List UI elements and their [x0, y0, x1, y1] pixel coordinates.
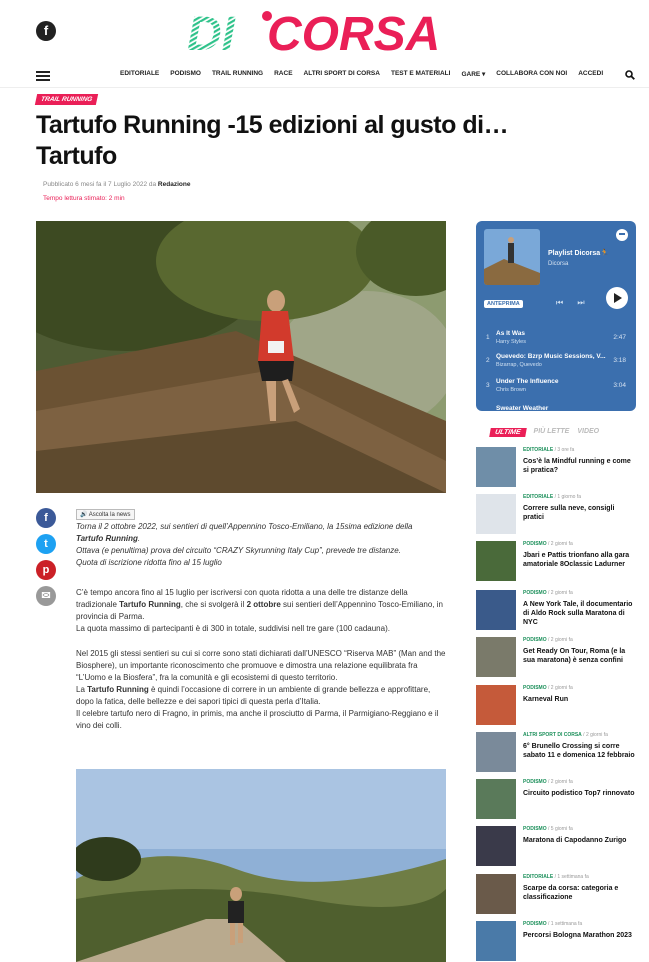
news-item[interactable]: [476, 732, 636, 772]
news-title[interactable]: Scarpe da corsa: categoria e classificazione: [523, 885, 619, 901]
news-category: EDITORIALE / 1 settimana fa: [523, 874, 589, 880]
news-thumbnail[interactable]: [476, 685, 516, 725]
nav-item[interactable]: ACCEDI: [578, 70, 604, 77]
news-item[interactable]: [476, 494, 636, 534]
news-item[interactable]: [476, 826, 636, 866]
track-number: 2: [486, 357, 490, 364]
news-thumbnail[interactable]: [476, 637, 516, 677]
news-thumbnail[interactable]: [476, 541, 516, 581]
preview-badge: ANTEPRIMA: [484, 300, 523, 308]
nav-item[interactable]: COLLABORA CON NOI: [496, 70, 568, 77]
track-duration: 2:47: [613, 334, 626, 341]
site-header: [0, 0, 649, 62]
playlist-title[interactable]: Playlist Dicorsa🏃: [548, 250, 609, 257]
playlist-track[interactable]: [484, 328, 628, 350]
playlist-owner[interactable]: Dicorsa: [548, 261, 569, 267]
news-title[interactable]: Circuito podistico Top7 rinnovato: [523, 790, 635, 797]
facebook-icon[interactable]: f: [36, 21, 56, 41]
track-duration: 3:04: [613, 382, 626, 389]
article-title: Tartufo Running -15 edizioni al gusto di… Tartufo: [36, 111, 509, 170]
track-name: Quevedo: Bzrp Music Sessions, V...: [496, 353, 606, 360]
nav-item[interactable]: ALTRI SPORT DI CORSA: [303, 70, 380, 77]
news-item[interactable]: [476, 447, 636, 487]
playlist-track[interactable]: [484, 376, 628, 398]
news-category: PODISMO / 5 giorni fa: [523, 826, 573, 832]
news-title[interactable]: Maratona di Capodanno Zurigo: [523, 837, 627, 844]
news-thumbnail[interactable]: [476, 732, 516, 772]
nav-item[interactable]: GARE ▾: [461, 71, 486, 78]
nav-item[interactable]: EDITORIALE: [120, 70, 160, 77]
intro-text: Torna il 2 ottobre 2022, sui sentieri di quell’Appennino Tosco-Emiliano, la 15sima edizione della: [76, 522, 413, 531]
spotify-playlist-widget[interactable]: [476, 221, 636, 411]
article-meta: [43, 181, 190, 188]
news-item[interactable]: [476, 921, 636, 961]
track-name: Under The Influence: [496, 378, 559, 385]
track-number: 1: [486, 334, 490, 341]
news-title[interactable]: Correre sulla neve, consigli pratici: [523, 505, 615, 521]
track-artist[interactable]: Harry Styles: [496, 339, 526, 345]
news-item[interactable]: [476, 874, 636, 914]
logo-di: DI: [187, 8, 235, 58]
nav-item[interactable]: TEST E MATERIALI: [390, 70, 451, 77]
tab-piu-lette[interactable]: PIÙ LETTE: [533, 428, 570, 435]
news-title[interactable]: A New York Tale, il documentario di Aldo Rock sulla Maratona di NYC: [523, 601, 633, 626]
news-thumbnail[interactable]: [476, 874, 516, 914]
track-duration: 3:18: [613, 357, 626, 364]
listen-news-button[interactable]: 🔊 Ascolta la news: [76, 509, 135, 520]
news-title[interactable]: Percorsi Bologna Marathon 2023: [523, 932, 632, 939]
nav-menu: [120, 70, 614, 78]
news-title[interactable]: Cos’è la Mindful running e come si pratica?: [523, 458, 631, 474]
spotify-icon[interactable]: [616, 229, 628, 241]
twitter-share-icon[interactable]: t: [36, 534, 56, 554]
pinterest-share-icon[interactable]: p: [36, 560, 56, 580]
news-thumbnail[interactable]: [476, 590, 516, 630]
news-category: PODISMO / 2 giorni fa: [523, 541, 573, 547]
news-thumbnail[interactable]: [476, 779, 516, 819]
news-category: PODISMO / 2 giorni fa: [523, 685, 573, 691]
playlist-cover: [484, 229, 540, 285]
track-more[interactable]: Sweater Weather: [496, 405, 549, 411]
intro-text-3: Quota di iscrizione ridotta fino al 15 luglio: [76, 558, 222, 567]
news-item[interactable]: [476, 637, 636, 677]
news-thumbnail[interactable]: [476, 447, 516, 487]
news-item[interactable]: [476, 779, 636, 819]
email-share-icon[interactable]: ✉: [36, 586, 56, 606]
news-item[interactable]: [476, 685, 636, 725]
skip-controls[interactable]: ⏮ ⏭: [556, 298, 591, 307]
author-link[interactable]: Redazione: [157, 181, 191, 188]
news-title[interactable]: Get Ready On Tour, Roma (e la sua maratona) è senza confini: [523, 648, 626, 664]
nav-item[interactable]: RACE: [274, 70, 293, 77]
main-nav: [0, 62, 649, 88]
track-artist[interactable]: Chris Brown: [496, 387, 526, 393]
news-category: EDITORIALE / 3 ore fa: [523, 447, 575, 453]
news-category: PODISMO / 2 giorni fa: [523, 590, 573, 596]
logo-corsa: CORSA: [267, 8, 441, 58]
track-name: As It Was: [496, 330, 526, 337]
reading-time: Tempo lettura stimato: 2 min: [43, 195, 125, 202]
news-category: EDITORIALE / 1 giorno fa: [523, 494, 581, 500]
category-badge[interactable]: TRAIL RUNNING: [35, 94, 98, 105]
article-intro: Torna il 2 ottobre 2022, sui sentieri di quell’Appennino Tosco-Emiliano, la 15sima edizione della Tartufo Running. Ottava (e penultima) prova del circuito “CRAZY Skyrunning Italy Cup”, prevede tre distanze. Quota di iscrizione ridotta fino al 15 luglio: [76, 522, 413, 567]
search-icon[interactable]: [625, 70, 635, 80]
sidebar-tabs: [490, 428, 599, 437]
news-category: PODISMO / 2 giorni fa: [523, 637, 573, 643]
tab-ultime[interactable]: ULTIME: [489, 428, 526, 437]
hero-image: [36, 221, 446, 493]
news-category: PODISMO / 2 giorni fa: [523, 779, 573, 785]
track-artist[interactable]: Bizarrap, Quevedo: [496, 362, 542, 368]
news-item[interactable]: [476, 541, 636, 581]
news-thumbnail[interactable]: [476, 921, 516, 961]
menu-icon[interactable]: [36, 71, 50, 81]
news-category: PODISMO / 1 settimana fa: [523, 921, 583, 927]
playlist-track[interactable]: [484, 351, 628, 373]
article-paragraph-1: C’è tempo ancora fino al 15 luglio per iscriversi con quota ridotta a una delle tre distanze della tradizionale Tartufo Running, che si svolgerà il 2 ottobre sui sentieri dell’Appennino Tosco-Emiliano, in provincia di Parma. La quota massimo di partecipanti è di 300 in totale, suddivisi nell tre gare (100 cadauna).: [76, 588, 443, 633]
news-category: ALTRI SPORT DI CORSA / 2 giorni fa: [523, 732, 608, 738]
play-button[interactable]: [606, 287, 628, 309]
dicorsa-logo[interactable]: [185, 6, 485, 58]
news-thumbnail[interactable]: [476, 494, 516, 534]
intro-text-2: Ottava (e penultima) prova del circuito “CRAZY Skyrunning Italy Cup”, prevede tre distanze.: [76, 546, 401, 555]
news-thumbnail[interactable]: [476, 826, 516, 866]
news-title[interactable]: Jbari e Pattis trionfano alla gara amatoriale 8Oclassic Ladurner: [523, 552, 630, 568]
facebook-share-icon[interactable]: f: [36, 508, 56, 528]
news-title[interactable]: Karneval Run: [523, 696, 569, 703]
article-paragraph-2: Nel 2015 gli stessi sentieri su cui si corre sono stati dichiarati dall’UNESCO “Riserva MAB” (Man and the Biosphere), un importante riconoscimento che promuove e dimostra una relazione equilibrata fra “L’Uomo e la Biosfera”, fra la comunità e gli ecosistemi di questo territorio. La Tartufo Running è quindi l’occasione di correre in un ambiente di grande bellezza e approfittare, dopo la fatica, delle bellezze e dei sapori tipici di questa perla d’Italia. Il celebre tartufo nero di Fragno, in primis, ma anche il prosciutto di Parma, il Parmigiano-Reggiano e il vino dei colli.: [76, 649, 446, 730]
share-bar: [36, 508, 56, 612]
news-title[interactable]: 6° Brunello Crossing si corre sabato 11 e domenica 12 febbraio: [523, 743, 635, 759]
track-number: 3: [486, 382, 490, 389]
tab-video[interactable]: VIDEO: [577, 428, 600, 435]
intro-bold: Tartufo Running: [76, 534, 138, 543]
news-item[interactable]: [476, 590, 636, 630]
nav-item[interactable]: TRAIL RUNNING: [211, 70, 264, 77]
nav-item[interactable]: PODISMO: [170, 70, 201, 77]
article-image-2: [76, 769, 446, 962]
published-date: Pubblicato 6 mesi fa il 7 Luglio 2022 da: [43, 181, 157, 188]
